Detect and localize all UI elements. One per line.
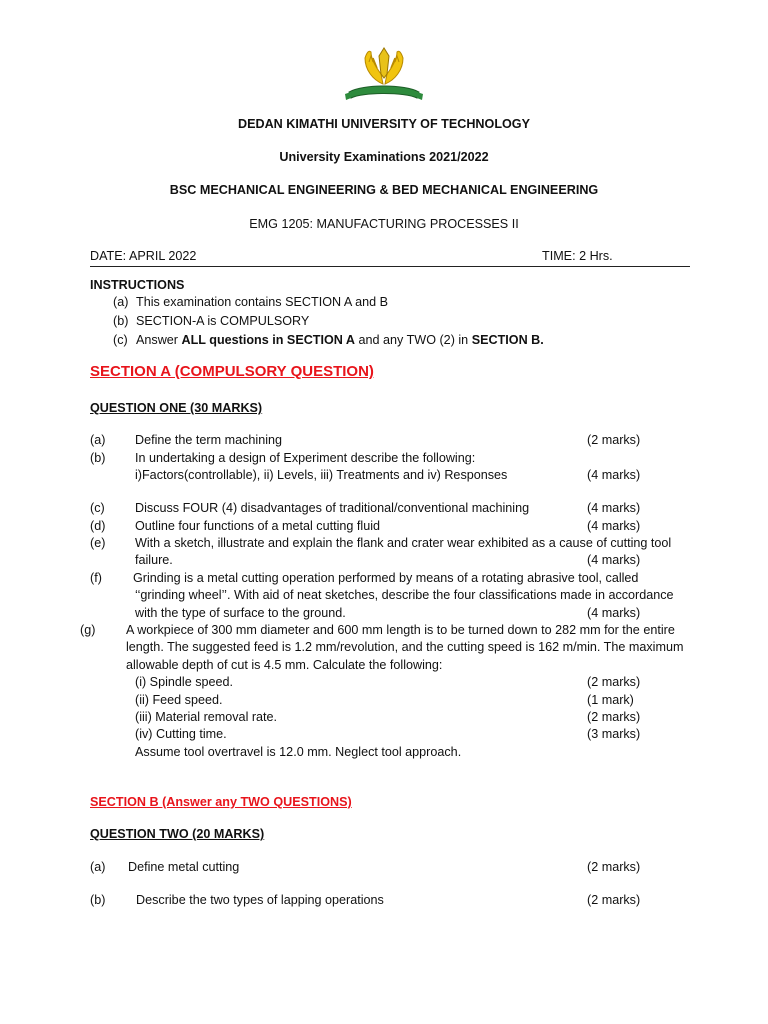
question-text: failure. <box>135 553 173 567</box>
question-label: (b) <box>90 893 106 907</box>
logo-emblem-icon <box>379 48 389 78</box>
question-marks: (4 marks) <box>587 501 641 515</box>
question-marks: (4 marks) <box>587 468 641 482</box>
question-text: with the type of surface to the ground. <box>135 606 346 620</box>
question-label: (b) <box>90 451 106 465</box>
question-marks: (2 marks) <box>587 860 641 874</box>
question-text: Describe the two types of lapping operations <box>136 893 384 907</box>
question-text: length. The suggested feed is 1.2 mm/revolution, and the cutting speed is 162 m/min. The maximum <box>126 640 684 654</box>
sub-question-marks: (3 marks) <box>587 727 641 741</box>
instruction-text: This examination contains SECTION A and B <box>136 295 388 309</box>
instruction-label: (b) <box>113 314 129 328</box>
question-one-title: QUESTION ONE (30 MARKS) <box>90 401 263 415</box>
instruction-text: SECTION-A is COMPULSORY <box>136 314 310 328</box>
sub-question-marks: (1 mark) <box>587 693 634 707</box>
question-text: ‘‘grinding wheel’’. With aid of neat sketches, describe the four classifications made in accordance <box>135 588 674 602</box>
question-text: allowable depth of cut is 4.5 mm. Calculate the following: <box>126 658 443 672</box>
exam-date: DATE: APRIL 2022 <box>90 249 197 263</box>
question-text: With a sketch, illustrate and explain the flank and crater wear exhibited as a cause of cutting tool <box>135 536 672 550</box>
question-marks: (4 marks) <box>587 519 641 533</box>
question-marks: (2 marks) <box>587 893 641 907</box>
sub-question-marks: (2 marks) <box>587 675 641 689</box>
sub-question-text: (i) Spindle speed. <box>135 675 234 689</box>
instruction-text-pre: Answer <box>136 333 182 347</box>
sub-question-text: (ii) Feed speed. <box>135 693 223 707</box>
question-text: Grinding is a metal cutting operation performed by means of a rotating abrasive tool, called <box>133 571 639 585</box>
instructions-heading: INSTRUCTIONS <box>90 278 185 292</box>
university-name: DEDAN KIMATHI UNIVERSITY OF TECHNOLOGY <box>238 117 530 131</box>
university-logo <box>343 44 425 102</box>
question-note: Assume tool overtravel is 12.0 mm. Neglect tool approach. <box>135 745 462 759</box>
instruction-text-mid: and any TWO (2) in <box>355 333 472 347</box>
section-b-title: SECTION B (Answer any TWO QUESTIONS) <box>90 795 352 809</box>
question-label: (a) <box>90 860 106 874</box>
question-label: (d) <box>90 519 106 533</box>
sub-question-text: (iv) Cutting time. <box>135 727 227 741</box>
question-marks: (4 marks) <box>587 606 641 620</box>
instruction-text <box>136 333 544 347</box>
question-label: (a) <box>90 433 106 447</box>
header-divider <box>90 266 690 267</box>
question-text: i)Factors(controllable), ii) Levels, iii) Treatments and iv) Responses <box>135 468 508 482</box>
instruction-label: (a) <box>113 295 129 309</box>
sub-question-marks: (2 marks) <box>587 710 641 724</box>
question-text: Define the term machining <box>135 433 282 447</box>
instruction-label: (c) <box>113 333 128 347</box>
question-two-title: QUESTION TWO (20 MARKS) <box>90 827 265 841</box>
exam-time: TIME: 2 Hrs. <box>542 249 613 263</box>
question-marks: (4 marks) <box>587 553 641 567</box>
exam-title: University Examinations 2021/2022 <box>279 150 489 164</box>
question-text: In undertaking a design of Experiment describe the following: <box>135 451 476 465</box>
sub-question-text: (iii) Material removal rate. <box>135 710 278 724</box>
question-text: Define metal cutting <box>128 860 240 874</box>
section-a-title: SECTION A (COMPULSORY QUESTION) <box>90 363 374 380</box>
question-text: A workpiece of 300 mm diameter and 600 mm length is to be turned down to 282 mm for the entire <box>126 623 675 637</box>
question-text: Discuss FOUR (4) disadvantages of traditional/conventional machining <box>135 501 530 515</box>
question-text: Outline four functions of a metal cutting fluid <box>135 519 381 533</box>
question-marks: (2 marks) <box>587 433 641 447</box>
question-label: (c) <box>90 501 105 515</box>
question-label: (e) <box>90 536 106 550</box>
question-label: (g) <box>80 623 96 637</box>
course-title: EMG 1205: MANUFACTURING PROCESSES II <box>249 217 519 231</box>
question-label: (f) <box>90 571 102 585</box>
programme-title: BSC MECHANICAL ENGINEERING & BED MECHANICAL ENGINEERING <box>169 183 599 197</box>
instruction-text-bold: SECTION B. <box>471 333 544 347</box>
instruction-text-bold: ALL questions in SECTION A <box>181 333 356 347</box>
logo-banner-icon <box>349 86 419 98</box>
